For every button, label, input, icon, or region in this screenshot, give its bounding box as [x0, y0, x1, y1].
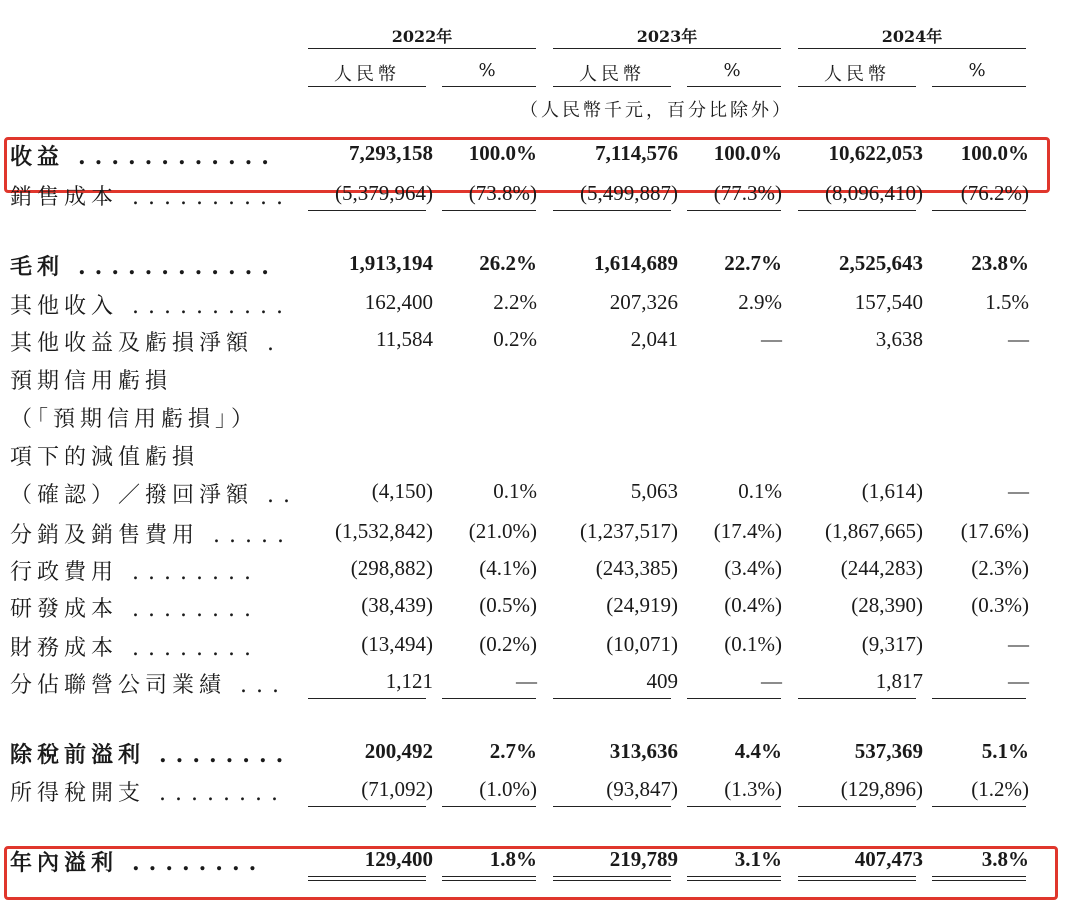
subtotal-rule — [308, 880, 426, 881]
cell-percent: (21.0%) — [468, 519, 537, 543]
row-label — [10, 846, 265, 877]
cell-amount: (298,882) — [350, 556, 433, 580]
cell-amount: 11,584 — [376, 327, 433, 351]
row-label — [10, 631, 260, 662]
cell-percent: (76.2%) — [960, 181, 1029, 205]
row-label-text: 預期信用虧損 — [10, 369, 173, 394]
subheader-underline — [553, 86, 671, 87]
row-label-text: 所得稅開支 — [10, 781, 146, 806]
cell-amount: (5,379,964) — [335, 181, 433, 205]
cell-amount: 1,913,194 — [349, 251, 433, 275]
row-label-text: 銷售成本 — [10, 185, 119, 210]
row-label-dots: .......... — [132, 294, 292, 319]
cell-percent: 2.7% — [489, 739, 537, 763]
row-label-text: 分佔聯營公司業績 — [10, 673, 227, 698]
row-label-dots: .. — [267, 483, 300, 508]
cell-amount: (10,071) — [606, 632, 678, 656]
cell-percent: (4.1%) — [479, 556, 537, 580]
cell-amount: 219,789 — [609, 847, 678, 871]
cell-amount: (24,919) — [606, 593, 678, 617]
subtotal-rule — [687, 698, 781, 699]
subtotal-rule — [798, 210, 916, 211]
cell-amount: 157,540 — [854, 290, 923, 314]
cell-amount: 407,473 — [854, 847, 923, 871]
subtotal-rule — [442, 210, 536, 211]
cell-amount: 3,638 — [875, 327, 923, 351]
cell-percent: 23.8% — [971, 251, 1029, 275]
cell-amount: (129,896) — [840, 777, 923, 801]
row-label-dots: ........ — [159, 781, 287, 806]
cell-percent: 100.0% — [960, 141, 1029, 165]
row-label — [10, 668, 288, 699]
cell-percent: 4.4% — [734, 739, 782, 763]
subheader-underline — [932, 86, 1026, 87]
subtotal-rule — [687, 806, 781, 807]
row-label-text: 分銷及銷售費用 — [10, 523, 200, 548]
cell-percent: 1.5% — [985, 290, 1029, 314]
cell-amount: (4,150) — [371, 479, 433, 503]
cell-percent: — — [1008, 632, 1029, 656]
cell-amount: 2,525,643 — [839, 251, 923, 275]
cell-percent: 2.9% — [738, 290, 782, 314]
row-label — [10, 364, 186, 395]
row-label-text: （確認）／撥回淨額 — [10, 483, 254, 508]
cell-percent: (17.4%) — [713, 519, 782, 543]
row-label — [10, 140, 278, 171]
cell-amount: (93,847) — [606, 777, 678, 801]
row-label-text: 毛利 — [10, 254, 65, 280]
cell-amount: (38,439) — [361, 593, 433, 617]
cell-percent: 0.1% — [738, 479, 782, 503]
cell-amount: (1,614) — [861, 479, 923, 503]
cell-percent: 3.1% — [734, 847, 782, 871]
cell-percent: (0.2%) — [479, 632, 537, 656]
row-label-text: 收益 — [10, 144, 65, 170]
subtotal-rule — [308, 698, 426, 699]
cell-percent: (3.4%) — [724, 556, 782, 580]
subheader-rmb-2024: 人民幣 — [824, 64, 890, 85]
subtotal-rule — [553, 880, 671, 881]
subtotal-rule — [798, 876, 916, 877]
row-label-text: 其他收入 — [10, 294, 119, 319]
cell-amount: (1,867,665) — [825, 519, 923, 543]
cell-amount: 5,063 — [630, 479, 678, 503]
cell-amount: 1,121 — [385, 669, 433, 693]
subheader-pct-2024: % — [968, 60, 990, 81]
year-underline-2023 — [553, 48, 781, 49]
row-label — [10, 440, 213, 471]
cell-amount: 313,636 — [609, 739, 678, 763]
cell-percent: (2.3%) — [971, 556, 1029, 580]
cell-amount: 162,400 — [364, 290, 433, 314]
subheader-underline — [687, 86, 781, 87]
subheader-pct-2022: % — [478, 60, 500, 81]
cell-percent: — — [761, 327, 782, 351]
cell-percent: — — [516, 669, 537, 693]
row-label-dots: ............ — [78, 144, 278, 170]
row-label — [10, 518, 293, 549]
subtotal-rule — [687, 876, 781, 877]
subtotal-rule — [687, 880, 781, 881]
row-label-dots: ........ — [159, 742, 293, 768]
subtotal-rule — [932, 210, 1026, 211]
cell-percent: (0.1%) — [724, 632, 782, 656]
cell-percent: 3.8% — [981, 847, 1029, 871]
cell-percent: (0.4%) — [724, 593, 782, 617]
row-label-dots: ........ — [132, 850, 266, 876]
row-label — [10, 180, 292, 211]
row-label-text: 除稅前溢利 — [10, 742, 146, 768]
cell-percent: 0.2% — [493, 327, 537, 351]
cell-amount: (71,092) — [361, 777, 433, 801]
subheader-rmb-2023: 人民幣 — [579, 64, 645, 85]
subtotal-rule — [798, 806, 916, 807]
subheader-underline — [442, 86, 536, 87]
subtotal-rule — [308, 806, 426, 807]
cell-amount: (5,499,887) — [580, 181, 678, 205]
cell-percent: 100.0% — [468, 141, 537, 165]
row-label-text: 項下的減值虧損 — [10, 445, 200, 470]
cell-percent: (77.3%) — [713, 181, 782, 205]
cell-percent: — — [1008, 327, 1029, 351]
subtotal-rule — [442, 806, 536, 807]
year-underline-2022 — [308, 48, 536, 49]
subtotal-rule — [308, 210, 426, 211]
subtotal-rule — [442, 876, 536, 877]
subtotal-rule — [798, 880, 916, 881]
subheader-pct-2023: % — [723, 60, 745, 81]
subtotal-rule — [798, 698, 916, 699]
row-label — [10, 738, 292, 769]
cell-percent: — — [1008, 669, 1029, 693]
row-label — [10, 402, 272, 433]
cell-percent: 5.1% — [981, 739, 1029, 763]
row-label-dots: ... — [240, 673, 288, 698]
cell-amount: 7,114,576 — [595, 141, 678, 165]
cell-percent: — — [761, 669, 782, 693]
row-label — [10, 555, 260, 586]
cell-percent: (73.8%) — [468, 181, 537, 205]
cell-amount: 10,622,053 — [828, 141, 923, 165]
subheader-rmb-2022: 人民幣 — [334, 64, 400, 85]
cell-percent: 100.0% — [713, 141, 782, 165]
subtotal-rule — [442, 880, 536, 881]
cell-amount: 1,614,689 — [594, 251, 678, 275]
year-header-2024: 2024年 — [881, 27, 943, 46]
row-label-dots: .......... — [132, 185, 292, 210]
cell-percent: (0.5%) — [479, 593, 537, 617]
cell-amount: (244,283) — [840, 556, 923, 580]
cell-amount: (28,390) — [851, 593, 923, 617]
year-underline-2024 — [798, 48, 1026, 49]
cell-amount: (1,532,842) — [335, 519, 433, 543]
subheader-underline — [308, 86, 426, 87]
cell-amount: 7,293,158 — [349, 141, 433, 165]
cell-percent: 2.2% — [493, 290, 537, 314]
cell-percent: 0.1% — [493, 479, 537, 503]
cell-amount: (243,385) — [595, 556, 678, 580]
subtotal-rule — [553, 806, 671, 807]
cell-percent: 26.2% — [479, 251, 537, 275]
row-label — [10, 478, 299, 509]
row-label — [10, 326, 283, 357]
row-label-dots: ........ — [132, 560, 260, 585]
subtotal-rule — [553, 698, 671, 699]
row-label-dots: ..... — [213, 523, 293, 548]
subtotal-rule — [932, 880, 1026, 881]
subtotal-rule — [553, 876, 671, 877]
cell-amount: (8,096,410) — [825, 181, 923, 205]
subtotal-rule — [308, 876, 426, 877]
cell-amount: (13,494) — [361, 632, 433, 656]
cell-percent: 1.8% — [489, 847, 537, 871]
cell-amount: (1,237,517) — [580, 519, 678, 543]
row-label — [10, 592, 260, 623]
cell-amount: 207,326 — [609, 290, 678, 314]
row-label-dots: ............ — [78, 254, 278, 280]
cell-percent: — — [1008, 479, 1029, 503]
subtotal-rule — [553, 210, 671, 211]
row-label-text: （「預期信用虧損」） — [10, 407, 259, 432]
row-label-text: 年內溢利 — [10, 850, 119, 876]
cell-percent: (1.2%) — [971, 777, 1029, 801]
cell-amount: 1,817 — [875, 669, 923, 693]
subtotal-rule — [687, 210, 781, 211]
cell-amount: 2,041 — [630, 327, 678, 351]
subheader-underline — [798, 86, 916, 87]
cell-amount: 200,492 — [364, 739, 433, 763]
row-label-dots: ........ — [132, 597, 260, 622]
cell-amount: (9,317) — [861, 632, 923, 656]
row-label — [10, 289, 292, 320]
row-label — [10, 776, 287, 807]
row-label-text: 財務成本 — [10, 636, 119, 661]
row-label — [10, 250, 278, 281]
year-header-2023: 2023年 — [636, 27, 698, 46]
cell-amount: 409 — [646, 669, 678, 693]
cell-percent: (1.0%) — [479, 777, 537, 801]
cell-percent: 22.7% — [724, 251, 782, 275]
cell-amount: 129,400 — [364, 847, 433, 871]
year-header-2022: 2022年 — [391, 27, 453, 46]
subtotal-rule — [932, 806, 1026, 807]
unit-note: （人民幣千元，百分比除外） — [520, 100, 793, 121]
cell-percent: (0.3%) — [971, 593, 1029, 617]
subtotal-rule — [442, 698, 536, 699]
row-label-text: 研發成本 — [10, 597, 119, 622]
row-label-text: 其他收益及虧損淨額 — [10, 331, 254, 356]
row-label-dots: . — [267, 331, 284, 356]
subtotal-rule — [932, 876, 1026, 877]
cell-percent: (1.3%) — [724, 777, 782, 801]
cell-percent: (17.6%) — [960, 519, 1029, 543]
cell-amount: 537,369 — [854, 739, 923, 763]
row-label-text: 行政費用 — [10, 560, 119, 585]
subtotal-rule — [932, 698, 1026, 699]
row-label-dots: ........ — [132, 636, 260, 661]
